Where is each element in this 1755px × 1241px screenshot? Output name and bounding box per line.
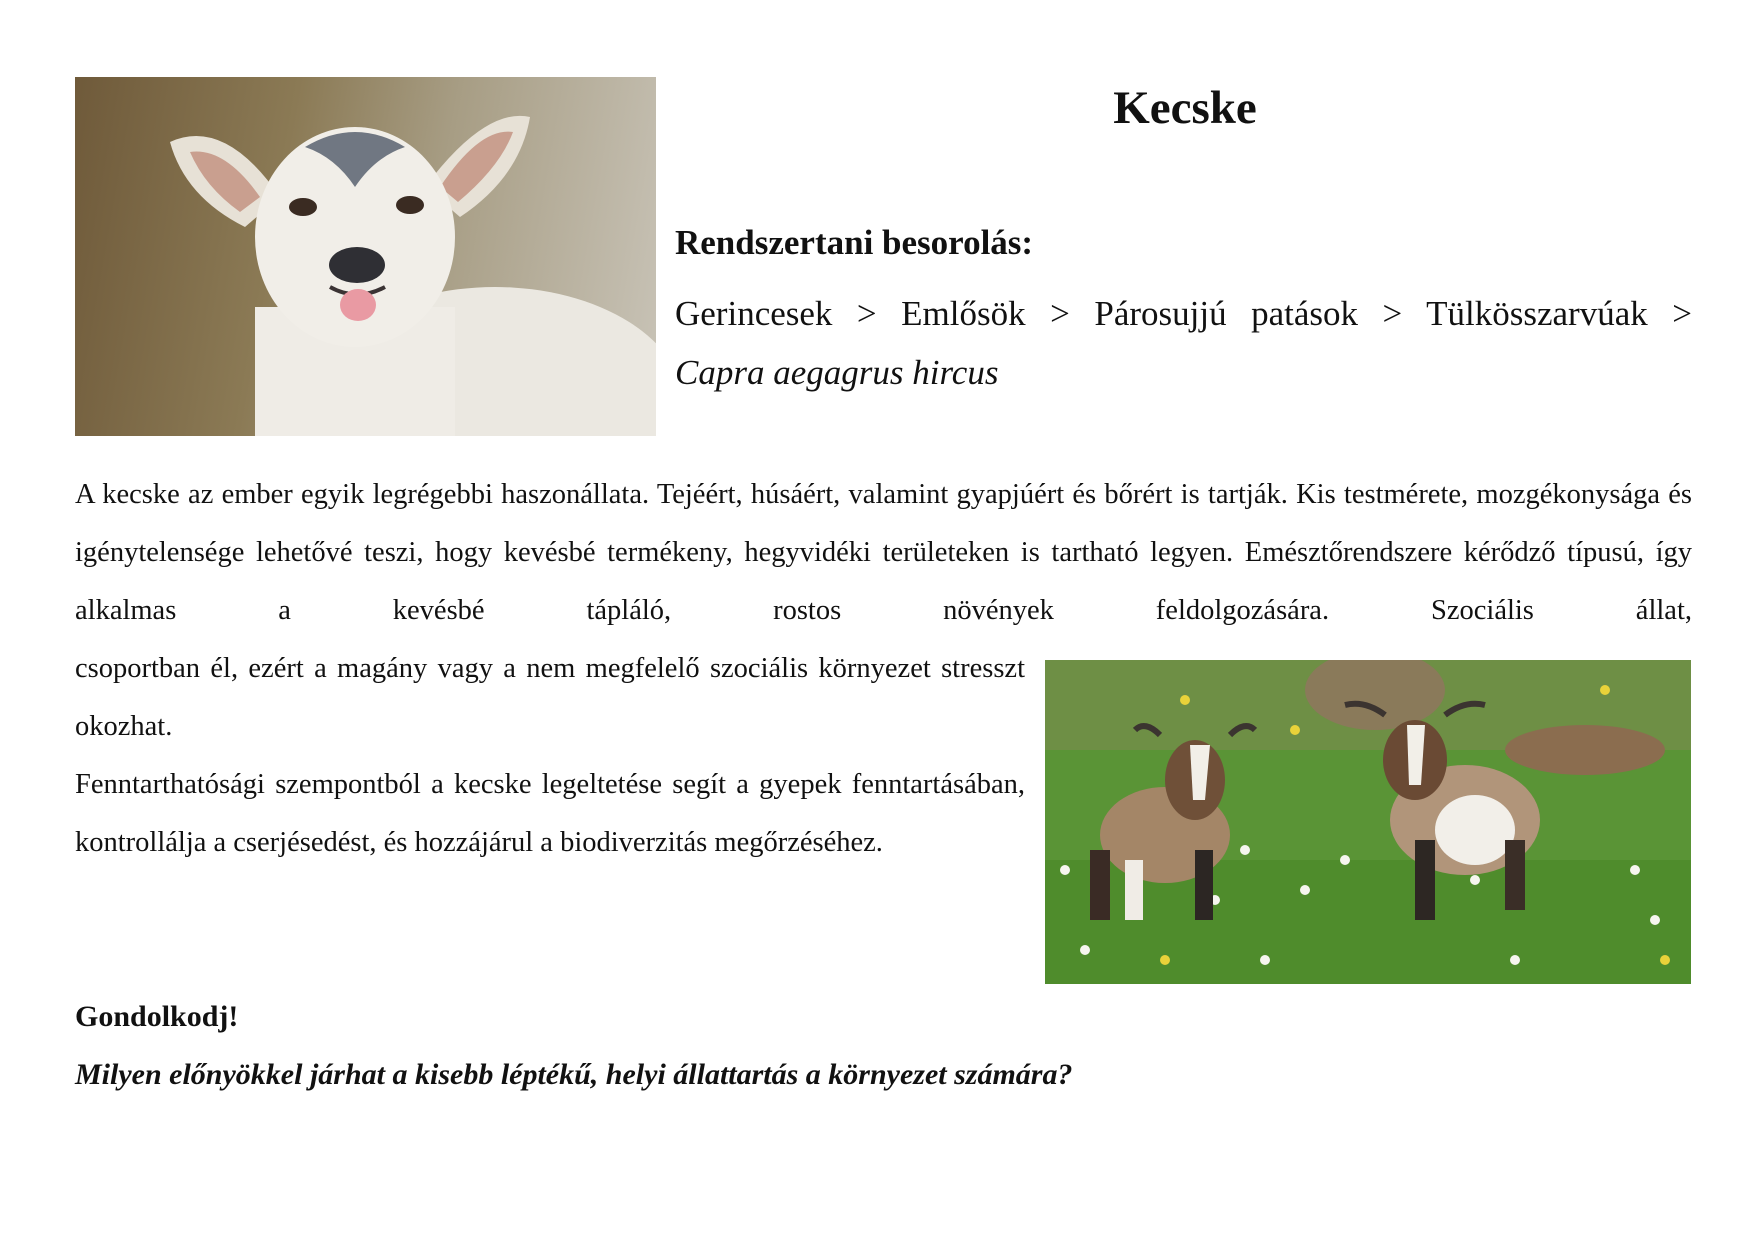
goat-kid-photo — [75, 77, 656, 436]
think-question: Milyen előnyökkel járhat a kisebb léptékű, helyi állattartás a környezet számára? — [75, 1058, 1073, 1091]
think-heading: Gondolkodj! — [75, 1000, 239, 1033]
paragraph-intro: A kecske az ember egyik legrégebbi haszonállata. Tejéért, húsáért, valamint gyapjúért és bőrért is tartják. Kis testmérete, mozgékonysága és igénytelensége lehetővé teszi, hogy kevésbé termékeny, hegyvidéki területeken is tartható legyen. Emésztőrendszere kérődző típusú, így alkalmas a kevésbé tápláló, rostos növények feldolgozására. Szociális állat, — [75, 479, 1692, 626]
taxonomy-path: Gerincesek > Emlősök > Párosujjú patások > Tülkösszarvúak > — [675, 294, 1692, 333]
species-name: Capra aegagrus hircus — [675, 353, 999, 392]
two-goat-kids-meadow-photo — [1045, 660, 1691, 984]
paragraph-intro-continued: csoportban él, ezért a magány vagy a nem megfelelő szociális környezet stresszt okozhat. — [75, 653, 1025, 742]
paragraph-sustainability: Fenntarthatósági szempontból a kecske legeltetése segít a gyepek fenntartásában, kontrollálja a cserjésedést, és hozzájárul a biodiverzitás megőrzéséhez. — [75, 769, 1025, 858]
page-title: Kecske — [1113, 82, 1257, 134]
taxonomy-heading: Rendszertani besorolás: — [675, 223, 1034, 262]
